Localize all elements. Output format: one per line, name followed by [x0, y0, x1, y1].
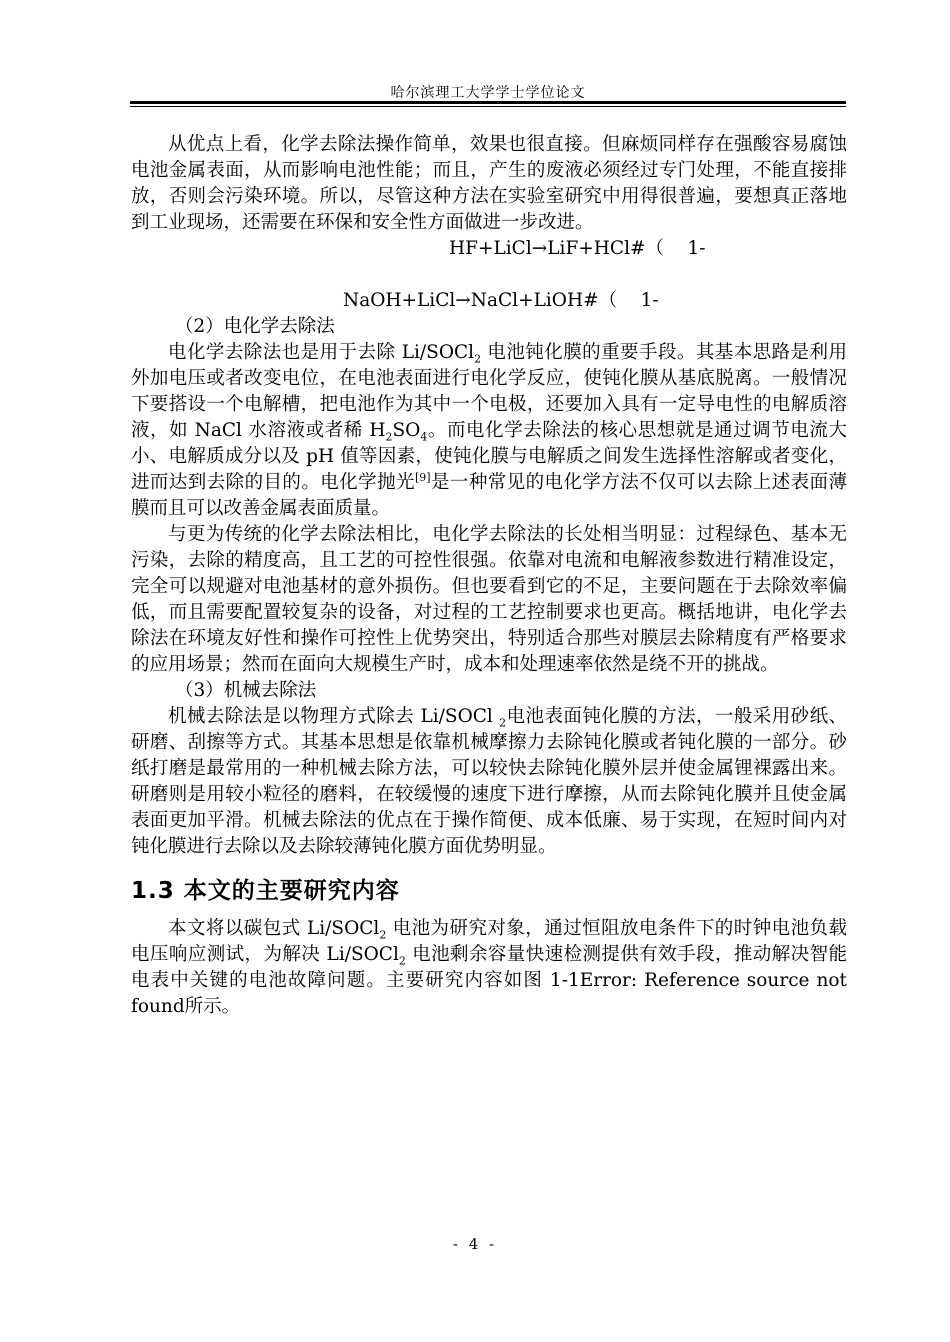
- page-header-title: 哈尔滨理工大学学士学位论文: [390, 85, 586, 101]
- citation-9: [9]: [414, 470, 431, 484]
- equation-hf-licl: HF+LiCl→LiF+HCl#（ 1-: [449, 238, 706, 259]
- page-body: [131, 132, 847, 1020]
- section-heading-1-3: 1.3 本文的主要研究内容: [131, 878, 400, 904]
- page-number: - 4 -: [452, 1235, 498, 1253]
- header-rule-thick: [130, 101, 846, 104]
- subheading-mechanical: （3）机械去除法: [175, 680, 317, 701]
- paragraph-research-content: 本文将以碳包式 Li/SOCl$_2$ 电池为研究对象，通过恒阻放电条件下的时钟电池负载电压响应测试，为解决 Li/SOCl$_2$ 电池剩余容量快速检测提供有效手段，推动解决智能电表中关键的电池故障问题。主要研究内容如图 1-1Error: Reference source not found所示。: [131, 918, 847, 1017]
- paragraph-electrochemical-comparison: 与更为传统的化学去除法相比，电化学去除法的长处相当明显：过程绿色、基本无污染，去除的精度高，且工艺的可控性很强。依靠对电流和电解液参数进行精准设定，完全可以规避对电池基材的意外损伤。但也要看到它的不足，主要问题在于去除效率偏低，而且需要配置较复杂的设备，对过程的工艺控制要求也更高。概括地讲，电化学去除法在环境友好性和操作可控性上优势突出，特别适合那些对膜层去除精度有严格要求的应用场景；然而在面向大规模生产时，成本和处理速率依然是绕不开的挑战。: [131, 524, 847, 675]
- paragraph-chemical-advantages: 从优点上看，化学去除法操作简单，效果也很直接。但麻烦同样存在强酸容易腐蚀电池金属表面，从而影响电池性能；而且，产生的废液必须经过专门处理，不能直接排放，否则会污染环境。所以，尽管这种方法在实验室研究中用得很普遍，要想真正落地到工业现场，还需要在环保和安全性方面做进一步改进。: [131, 134, 847, 233]
- paragraph-mechanical-method: 机械去除法是以物理方式除去 Li/SOCl $_2$电池表面钝化膜的方法，一般采用砂纸、研磨、刮擦等方式。其基本思想是依靠机械摩擦力去除钝化膜或者钝化膜的一部分。砂纸打磨是最常用的一种机械去除方法，可以较快去除钝化膜外层并使金属锂裸露出来。研磨则是用较小粒径的磨料，在较缓慢的速度下进行摩擦，从而去除钝化膜并且使金属表面更加平滑。机械去除法的优点在于操作简便、成本低廉、易于实现，在短时间内对钝化膜进行去除以及去除较薄钝化膜方面优势明显。: [131, 706, 847, 857]
- equation-naoh-licl: NaOH+LiCl→NaCl+LiOH#（ 1-: [343, 290, 659, 311]
- subheading-electrochemical: （2）电化学去除法: [175, 316, 335, 337]
- header-rule-thin: [130, 106, 846, 107]
- paragraph-electrochemical-method: 电化学去除法也是用于去除 Li/SOCl$_2$ 电池钝化膜的重要手段。其基本思路是利用外加电压或者改变电位，在电池表面进行电化学反应，使钝化膜从基底脱离。一般情况下要搭设一个电解槽，把电池作为其中一个电极，还要加入具有一定导电性的电解质溶液，如 NaCl 水溶液或者稀 $H_2SO_4$。而电化学去除法的核心思想就是通过调节电流大小、电解质成分以及 pH 值等因素，使钝化膜与电解质之间发生选择性溶解或者变化，进而达到去除的目的。电化学抛光[9]是一种常见的电化学方法不仅可以去除上述表面薄膜而且可以改善金属表面质量。: [131, 342, 847, 519]
